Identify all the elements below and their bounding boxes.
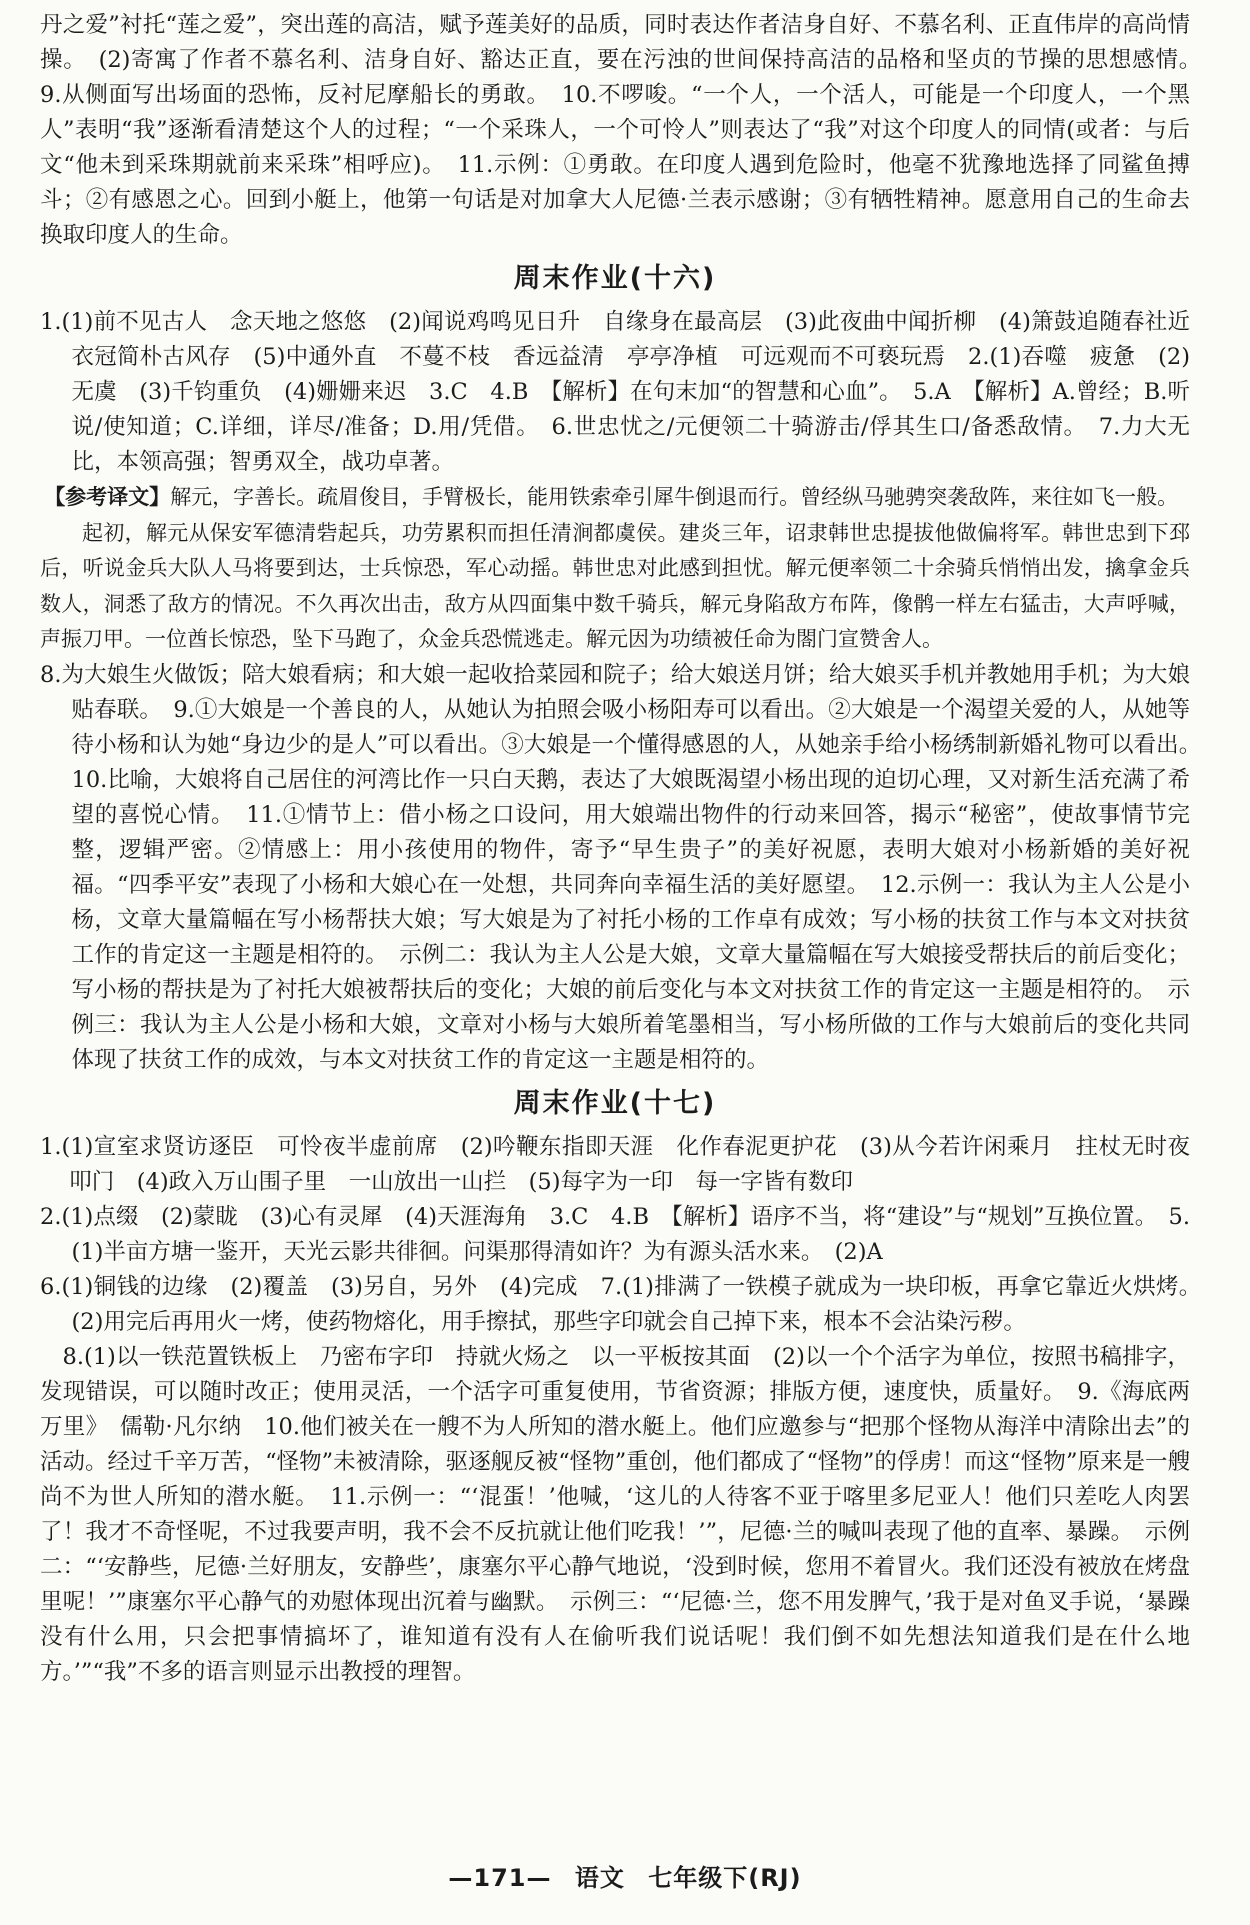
footer-subject: 语文 — [574, 1864, 625, 1892]
reference-translation-1 — [40, 480, 1190, 516]
page-number: —171— — [448, 1864, 552, 1892]
section-title-16: 周末作业(十六) — [513, 263, 717, 294]
answer-paragraph-top: 丹之爱”衬托“莲之爱”，突出莲的高洁，赋予莲美好的品质，同时表达作者洁身自好、不慕名利、正直伟岸的高尚情操。 (2)寄寓了作者不慕名利、洁身自好、豁达正直，要在污浊的世间保持高洁的品格和坚贞的节操的思想感情。 9.从侧面写出场面的恐怖，反衬尼摩船长的勇敢。 10.不啰唆。“一个人，一个活人，可能是一个印度人，一个黑人”表明“我”逐渐看清楚这个人的过程；“一个采珠人，一个可怜人”则表达了“我”对这个印度人的同情(或者：与后文“他未到采珠期就前来采珠”相呼应)。 11.示例：①勇敢。在印度人遇到危险时，他毫不犹豫地选择了同鲨鱼搏斗；②有感恩之心。回到小艇上，他第一句话是对加拿大人尼德·兰表示感谢；③有牺牲精神。愿意用自己的生命去换取印度人的生命。 — [40, 12, 1213, 248]
page-footer — [0, 1858, 1250, 1893]
section16-answers-1-7: 1.(1)前不见古人 念天地之悠悠 (2)闻说鸡鸣见日升 自缘身在最高层 (3)此夜曲中闻折柳 (4)箫鼓追随春社近 衣冠简朴古风存 (5)中通外直 不蔓不枝 香远益清 亭亭净植 可远观而不可亵玩焉 2.(1)吞噬 疲惫 (2)无虞 (3)千钧重负 (4)姗姗来迟 3.C 4.B 【解析】在句末加“的智慧和心血”。 5.A 【解析】A.曾经；B.听说/使知道；C.详细，详尽/准备；D.用/凭借。 6.世忠忧之/元便领二十骑游击/俘其生口/备悉敌情。 7.力大无比，本领高强；智勇双全，战功卓著。 — [40, 309, 1213, 475]
footer-grade: 七年级下(RJ) — [648, 1864, 802, 1892]
section17-answers-6-7: 6.(1)铜钱的边缘 (2)覆盖 (3)另自，另外 (4)完成 7.(1)排满了一铁模子就成为一块印板，再拿它靠近火烘烤。 (2)用完后再用火一烤，使药物熔化，用手擦拭，那些字印就会自己掉下来，根本不会沾染污秽。 — [40, 1273, 1213, 1335]
section17-answer-1: 1.(1)宣室求贤访逐臣 可怜夜半虚前席 (2)吟鞭东指即天涯 化作春泥更护花 (3)从今若许闲乘月 拄杖无时夜叩门 (4)政入万山围子里 一山放出一山拦 (5)每字为一印 每一字皆有数印 — [40, 1133, 1190, 1195]
section17-answers-8-11: 8.(1)以一铁范置铁板上 乃密布字印 持就火炀之 以一平板按其面 (2)以一个个活字为单位，按照书稿排字，发现错误，可以随时改正；使用灵活，一个活字可重复使用，节省资源；排版方便，速度快，质量好。 9.《海底两万里》 儒勒·凡尔纳 10.他们被关在一艘不为人所知的潜水艇上。他们应邀参与“把那个怪物从海洋中清除出去”的活动。经过千辛万苦，“怪物”未被清除，驱逐舰反被“怪物”重创，他们都成了“怪物”的俘虏！而这“怪物”原来是一艘尚不为世人所知的潜水艇。 11.示例一：“‘混蛋！’他喊，‘这儿的人待客不亚于喀里多尼亚人！他们只差吃人肉罢了！我才不奇怪呢，不过我要声明，我不会不反抗就让他们吃我！’”，尼德·兰的喊叫表现了他的直率、暴躁。 示例二：“‘安静些，尼德·兰好朋友，安静些’，康塞尔平心静气地说，‘没到时候，您用不着冒火。我们还没有被放在烤盘里呢！’”康塞尔平心静气的劝慰体现出沉着与幽默。 示例三：“‘尼德·兰，您不用发脾气，’我于是对鱼叉手说，‘暴躁没有什么用，只会把事情搞坏了，谁知道有没有人在偷听我们说话呢！我们倒不如先想法知道我们是在什么地方。’”“我”不多的语言则显示出教授的理智。 — [40, 1343, 1190, 1685]
reference-translation-label: 【参考译文】 — [44, 485, 171, 509]
section17-answers-2-5: 2.(1)点缀 (2)蒙眬 (3)心有灵犀 (4)天涯海角 3.C 4.B 【解析】语序不当，将“建设”与“规划”互换位置。 5.(1)半亩方塘一鉴开，天光云影共徘徊。问渠那得清如许？为有源头活水来。 (2)A — [40, 1203, 1190, 1265]
reference-translation-text-1: 解元，字善长。疏眉俊目，手臂极长，能用铁索牵引犀牛倒退而行。曾经纵马驰骋突袭敌阵，来往如飞一般。 — [170, 485, 1179, 509]
section16-answers-8-12: 8.为大娘生火做饭；陪大娘看病；和大娘一起收拾菜园和院子；给大娘送月饼；给大娘买手机并教她用手机；为大娘贴春联。 9.①大娘是一个善良的人，从她认为拍照会吸小杨阳寿可以看出。②大娘是一个渴望关爱的人，从她等待小杨和认为她“身边少的是人”可以看出。③大娘是一个懂得感恩的人，从她亲手给小杨绣制新婚礼物可以看出。 10.比喻，大娘将自己居住的河湾比作一只白天鹅，表达了大娘既渴望小杨出现的迫切心理，又对新生活充满了希望的喜悦心情。 11.①情节上：借小杨之口设问，用大娘端出物件的行动来回答，揭示“秘密”，使故事情节完整，逻辑严密。②情感上：用小孩使用的物件，寄予“早生贵子”的美好祝愿，表明大娘对小杨新婚的美好祝福。“四季平安”表现了小杨和大娘心在一处想，共同奔向幸福生活的美好愿望。 12.示例一：我认为主人公是小杨，文章大量篇幅在写小杨帮扶大娘；写大娘是为了衬托小杨的工作卓有成效；写小杨的扶贫工作与本文对扶贫工作的肯定这一主题是相符的。 示例二：我认为主人公是大娘，文章大量篇幅在写大娘接受帮扶后的前后变化；写小杨的帮扶是为了衬托大娘被帮扶后的变化；大娘的前后变化与本文对扶贫工作的肯定这一主题是相符的。 示例三：我认为主人公是小杨和大娘，文章对小杨与大娘所着笔墨相当，写小杨所做的工作与大娘前后的变化共同体现了扶贫工作的成效，与本文对扶贫工作的肯定这一主题是相符的。 — [40, 661, 1213, 1073]
section-title-17: 周末作业(十七) — [513, 1087, 717, 1119]
reference-translation-2: 起初，解元从保安军德清砦起兵，功劳累积而担任清涧都虞侯。建炎三年，诏隶韩世忠提拔他做偏将军。韩世忠到下邳后，听说金兵大队人马将要到达，士兵惊恐，军心动摇。韩世忠对此感到担忧。解元便率领二十余骑兵悄悄出发，擒拿金兵数人，洞悉了敌方的情况。不久再次出击，敌方从四面集中数千骑兵，解元身陷敌方布阵，像鹘一样左右猛击，大声呼喊，声振刀甲。一位酋长惊恐，坠下马跑了，众金兵恐慌逃走。解元因为功绩被任命为閤门宣赞舍人。 — [40, 520, 1190, 651]
